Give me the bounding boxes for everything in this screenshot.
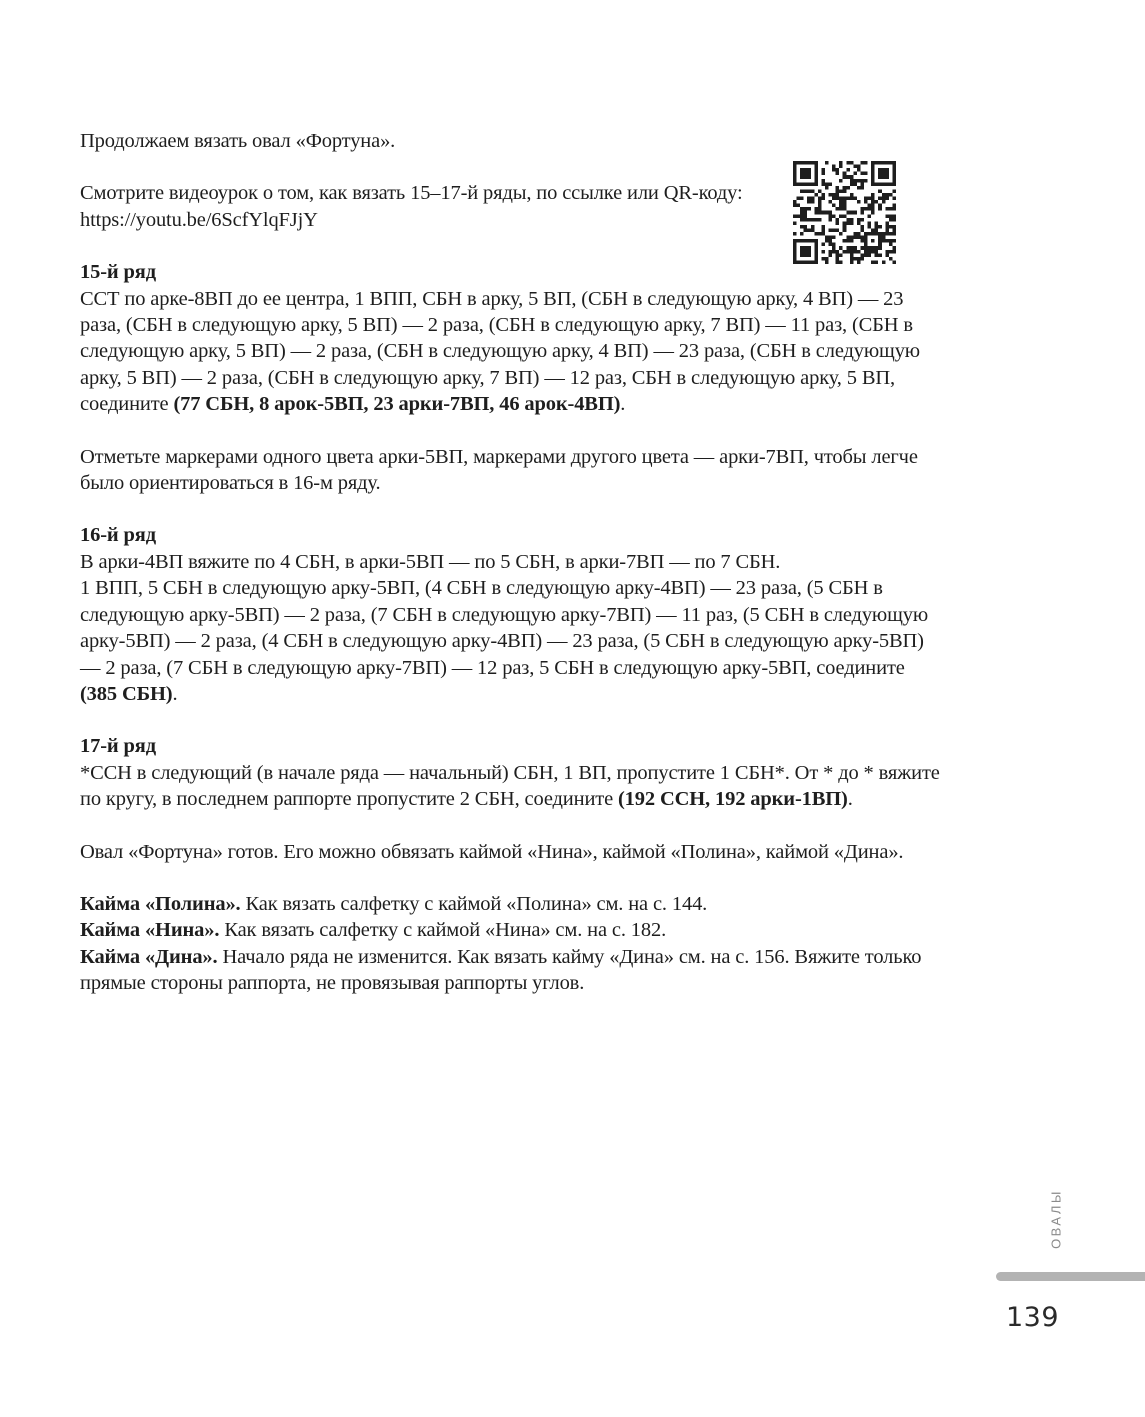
row-15-text: ССТ по арке-8ВП до ее центра, 1 ВПП, СБН в арку, 5 ВП, (СБН в следующую арку, 4 ВП) — 23 раза, (СБН в следующую арку, 5 ВП) — 2 раза, (СБН в следующую арку, 7 ВП) — 11 раз, (СБН в следующую арку, 5 ВП) — 2 раза, (СБН в следующую арку, 4 ВП) — 23 раза, (СБН в следующую арку, 5 ВП) — 2 раза, (СБН в следующую арку, 7 ВП) — 12 раз, СБН в следующую арку, 5 ВП, соедините (80, 287, 920, 416)
row-15-result: (77 СБН, 8 арок-5ВП, 23 арки-7ВП, 46 арок-4ВП) (173, 393, 621, 416)
borders-list (80, 891, 940, 997)
row-16-result: (385 СБН) (80, 682, 173, 705)
row-16-line1: В арки-4ВП вяжите по 4 СБН, в арки-5ВП — по 5 СБН, в арки-7ВП — по 7 СБН. (80, 550, 781, 573)
intro-text: Продолжаем вязать овал «Фортуна». (80, 130, 396, 152)
markers-note: Отметьте маркерами одного цвета арки-5ВП, маркерами другого цвета — арки-7ВП, чтобы легче было ориентироваться в 16-м ряду. (80, 445, 918, 495)
border-nina-name: Кайма «Нина». (80, 919, 220, 942)
section-side-label-text: ОВАЛЫ (1048, 1189, 1064, 1249)
row-15-instructions (80, 286, 940, 418)
row-17-instructions (80, 760, 940, 813)
qr-code-icon[interactable] (793, 161, 896, 264)
border-nina-text: Как вязать салфетку с каймой «Нина» см. на с. 182. (219, 919, 667, 942)
border-polina (80, 891, 940, 917)
row-17-end: . (847, 788, 853, 811)
border-polina-name: Кайма «Полина». (80, 892, 241, 915)
border-dina-name: Кайма «Дина». (80, 945, 218, 968)
ready-note: Овал «Фортуна» готов. Его можно обвязать каймой «Нина», каймой «Полина», каймой «Дина». (80, 840, 904, 863)
row-16-text: 1 ВПП, 5 СБН в следующую арку-5ВП, (4 СБН в следующую арку-4ВП) — 23 раза, (5 СБН в следующую арку-5ВП) — 2 раза, (7 СБН в следующую арку-7ВП) — 11 раз, (5 СБН в следующую арку-5ВП) — 2 раза, (4 СБН в следующую арку-4ВП) — 23 раза, (5 СБН в следующую арку-5ВП) — 2 раза, (7 СБН в следующую арку-7ВП) — 12 раз, 5 СБН в следующую арку-5ВП, соедините (80, 577, 929, 679)
row-17-section (80, 733, 940, 812)
border-polina-text: Как вязать салфетку с каймой «Полина» см. на с. 144. (240, 892, 708, 915)
row-15-end: . (620, 393, 626, 416)
border-dina-text: Начало ряда не изменится. Как вязать кайму «Дина» см. на с. 156. Вяжите только прямые стороны раппорта, не провязывая раппорты углов. (80, 945, 922, 995)
row-16-section (80, 522, 940, 707)
video-text: Смотрите видеоурок о том, как вязать 15–17-й ряды, по ссылке или QR-коду: (80, 182, 743, 205)
row-15-section (80, 259, 940, 417)
row-17-result: (192 ССН, 192 арки-1ВП) (618, 788, 848, 811)
row-17-text: *ССН в следующий (в начале ряда — начальный) СБН, 1 ВП, пропустите 1 СБН*. От * до * вяжите по кругу, в последнем раппорте пропустите 2 СБН, соедините (80, 761, 940, 811)
video-block (80, 180, 780, 233)
border-dina (80, 944, 940, 997)
section-side-label (1046, 1188, 1066, 1250)
border-nina (80, 917, 940, 943)
row-15-title: 15-й ряд (80, 261, 156, 284)
page-tab-bar (996, 1272, 1145, 1281)
row-16-end: . (172, 682, 178, 705)
row-17-title: 17-й ряд (80, 735, 156, 758)
page-number: 139 (1006, 1302, 1060, 1333)
video-link[interactable]: https://youtu.be/6ScfYlqFJjY (80, 208, 318, 231)
row-16-instructions (80, 575, 940, 707)
row-16-title: 16-й ряд (80, 524, 156, 547)
